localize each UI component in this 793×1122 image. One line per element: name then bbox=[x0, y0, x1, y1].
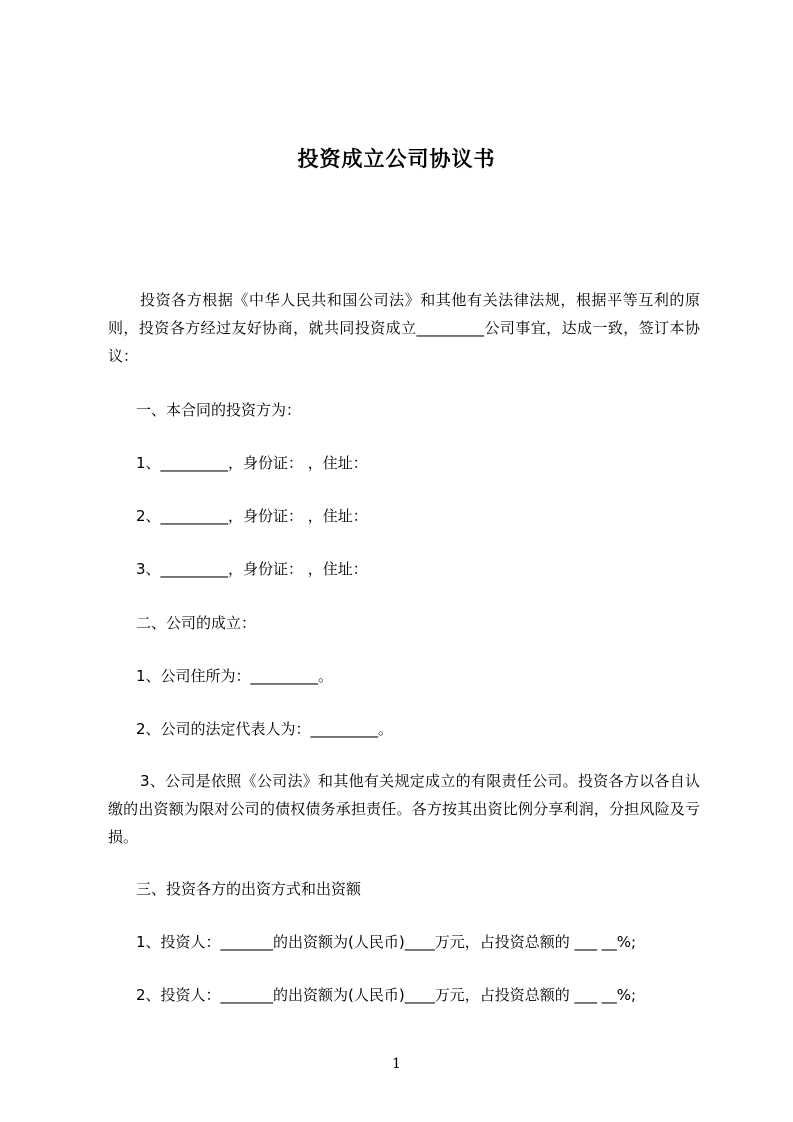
company-address-line: 1、公司住所为：_________。 bbox=[136, 667, 334, 685]
section-3-heading: 三、投资各方的出资方式和出资额 bbox=[136, 880, 362, 898]
company-liability-paragraph: 3、公司是依照《公司法》和其他有关规定成立的有限责任公司。投资各方以各自认缴的出资额为限对公司的债权债务承担责任。各方按其出资比例分享利润，分担风险及亏损。 bbox=[108, 772, 700, 846]
investor-line-1: 1、_________，身份证： ，住址： bbox=[136, 454, 368, 472]
page-number: 1 bbox=[392, 1056, 401, 1072]
section-1-heading: 一、本合同的投资方为： bbox=[136, 401, 302, 419]
document-title: 投资成立公司协议书 bbox=[297, 147, 496, 171]
legal-representative-line: 2、公司的法定代表人为：_________。 bbox=[136, 720, 394, 738]
contribution-line-1: 1、投资人：_______的出资额为(人民币)____万元，占投资总额的 ___ __%; bbox=[136, 933, 637, 951]
investor-line-2: 2、_________，身份证： ，住址： bbox=[136, 507, 368, 525]
contribution-line-2: 2、投资人：_______的出资额为(人民币)____万元，占投资总额的 ___ __%; bbox=[136, 986, 637, 1004]
investor-line-3: 3、_________，身份证： ，住址： bbox=[136, 560, 368, 578]
section-2-heading: 二、公司的成立： bbox=[136, 614, 257, 632]
intro-paragraph: 投资各方根据《中华人民共和国公司法》和其他有关法律法规，根据平等互利的原则，投资各方经过友好协商，就共同投资成立_________公司事宜，达成一致，签订本协议： bbox=[108, 291, 700, 365]
